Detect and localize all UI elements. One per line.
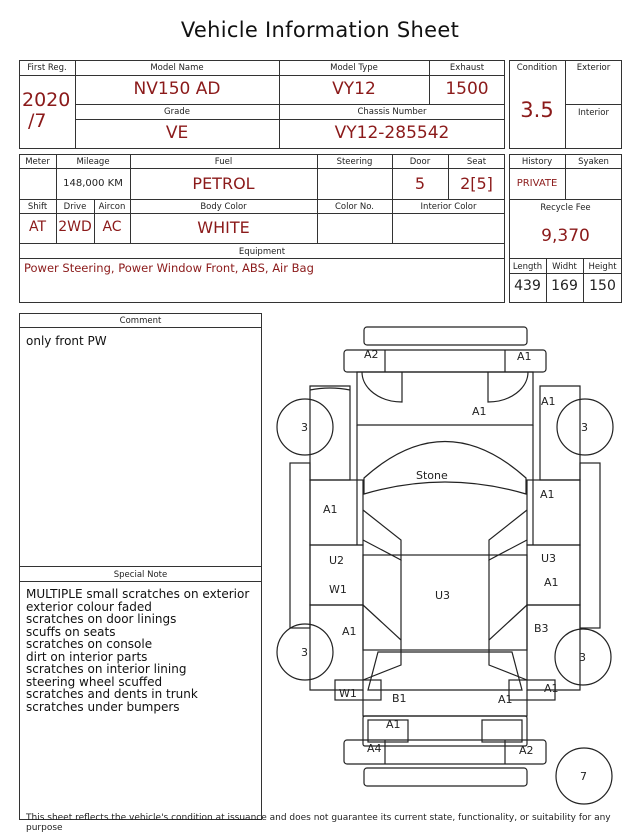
grade-value: VE xyxy=(165,123,189,143)
mark-right-rear-panel: A1 xyxy=(544,682,559,695)
mark-left-front-door: A1 xyxy=(323,503,338,516)
model-type-value: VY12 xyxy=(332,79,376,99)
special-note-list xyxy=(26,588,249,713)
first-reg-label: First Reg. xyxy=(27,63,67,73)
model-name-value: NV150 AD xyxy=(133,79,221,99)
mark-rear-bumper-right: A2 xyxy=(519,744,534,757)
vehicle-damage-diagram xyxy=(268,320,640,820)
model-name-label: Model Name xyxy=(150,63,204,73)
mark-right-rear-door-2: A1 xyxy=(544,576,559,589)
mark-right-rear-door: U3 xyxy=(541,552,557,565)
model-type-label: Model Type xyxy=(330,63,378,73)
syaken-label: Syaken xyxy=(578,157,609,167)
first-reg-year: 2020 xyxy=(22,89,71,111)
door-value: 5 xyxy=(414,174,426,193)
disclaimer-footer: This sheet reflects the vehicle's condition at issuance and does not guarantee its current state, functionality, or suitability for any purpose xyxy=(26,813,611,833)
length-value: 439 xyxy=(514,278,541,294)
mark-rear-lower: A1 xyxy=(386,718,401,731)
special-note-item: scratches on interior lining xyxy=(26,662,187,676)
interior-label: Interior xyxy=(577,108,609,118)
special-note-item: scuffs on seats xyxy=(26,624,116,639)
mark-left-front-wheel: 3 xyxy=(301,421,308,434)
width-value: 169 xyxy=(551,278,578,294)
history-value: PRIVATE xyxy=(516,178,558,189)
mark-trunk-right: A1 xyxy=(498,693,513,706)
body-color-value: WHITE xyxy=(197,218,250,237)
special-note-item: exterior colour faded xyxy=(26,599,152,614)
chassis-label: Chassis Number xyxy=(357,107,427,117)
special-note-item: dirt on interior parts xyxy=(26,649,148,664)
grade-label: Grade xyxy=(164,107,190,117)
drive-label: Drive xyxy=(63,202,87,212)
comment-label: Comment xyxy=(119,316,162,326)
shift-value: AT xyxy=(28,219,47,235)
aircon-value: AC xyxy=(102,219,122,235)
equipment-label: Equipment xyxy=(238,247,286,257)
mark-right-front-door: A1 xyxy=(540,488,555,501)
condition-value: 3.5 xyxy=(520,98,554,122)
comment-text: only front PW xyxy=(26,334,107,348)
recycle-fee-value: 9,370 xyxy=(541,226,590,246)
recycle-fee-label: Recycle Fee xyxy=(540,203,591,213)
mark-left-rear-quarter: A1 xyxy=(342,625,357,638)
first-reg-month: /7 xyxy=(28,110,47,132)
equipment-value: Power Steering, Power Window Front, ABS, Air Bag xyxy=(24,261,314,275)
fuel-value: PETROL xyxy=(192,174,255,193)
shift-label: Shift xyxy=(27,202,48,212)
chassis-value: VY12-285542 xyxy=(334,123,450,143)
mark-trunk-left: B1 xyxy=(392,692,407,705)
mark-windshield: Stone xyxy=(416,469,448,482)
mark-roof: U3 xyxy=(435,589,451,602)
meter-label: Meter xyxy=(25,157,50,167)
mark-front-right-bumper: A1 xyxy=(517,350,532,363)
condition-label: Condition xyxy=(516,63,558,73)
body-color-label: Body Color xyxy=(200,202,247,212)
exterior-label: Exterior xyxy=(576,63,611,73)
special-note-item: steering wheel scuffed xyxy=(26,674,163,689)
mark-rear-bumper-left: A4 xyxy=(367,742,382,755)
mark-right-rear-wheel: 3 xyxy=(579,651,586,664)
special-note-item: MULTIPLE small scratches on exterior xyxy=(26,587,250,601)
door-label: Door xyxy=(409,157,431,167)
mark-front-left-bumper: A2 xyxy=(364,348,379,361)
page-title: Vehicle Information Sheet xyxy=(180,18,460,42)
special-note-item: scratches on console xyxy=(26,637,153,651)
interior-color-label: Interior Color xyxy=(420,202,477,212)
special-note-item: scratches on door linings xyxy=(26,612,177,626)
special-note-label: Special Note xyxy=(113,570,168,580)
special-note-item: scratches and dents in trunk xyxy=(26,687,198,701)
mark-spare: 7 xyxy=(580,770,587,783)
mark-right-front-fender: A1 xyxy=(541,395,556,408)
aircon-label: Aircon xyxy=(98,202,126,212)
color-no-label: Color No. xyxy=(334,202,374,212)
height-value: 150 xyxy=(589,278,616,294)
special-note-item: scratches under bumpers xyxy=(26,699,180,714)
history-label: History xyxy=(521,157,553,167)
mark-left-rear-door: U2 xyxy=(329,554,345,567)
mileage-value: 148,000 KM xyxy=(63,178,123,189)
mark-hood: A1 xyxy=(472,405,487,418)
seat-value: 2[5] xyxy=(460,174,493,193)
mark-right-rear-quarter: B3 xyxy=(534,622,549,635)
steering-label: Steering xyxy=(336,157,373,167)
height-label: Height xyxy=(588,262,617,272)
drive-value: 2WD xyxy=(58,219,92,235)
exhaust-value: 1500 xyxy=(445,79,489,99)
mark-left-rear-panel: W1 xyxy=(339,687,357,700)
mileage-label: Mileage xyxy=(76,157,110,167)
seat-label: Seat xyxy=(466,157,487,167)
mark-left-rear-wheel: 3 xyxy=(301,646,308,659)
width-label: Widht xyxy=(552,262,577,272)
length-label: Length xyxy=(512,262,543,272)
mark-right-front-wheel: 3 xyxy=(581,421,588,434)
exhaust-label: Exhaust xyxy=(449,63,485,73)
mark-left-rear-door-2: W1 xyxy=(329,583,347,596)
fuel-label: Fuel xyxy=(214,157,233,167)
